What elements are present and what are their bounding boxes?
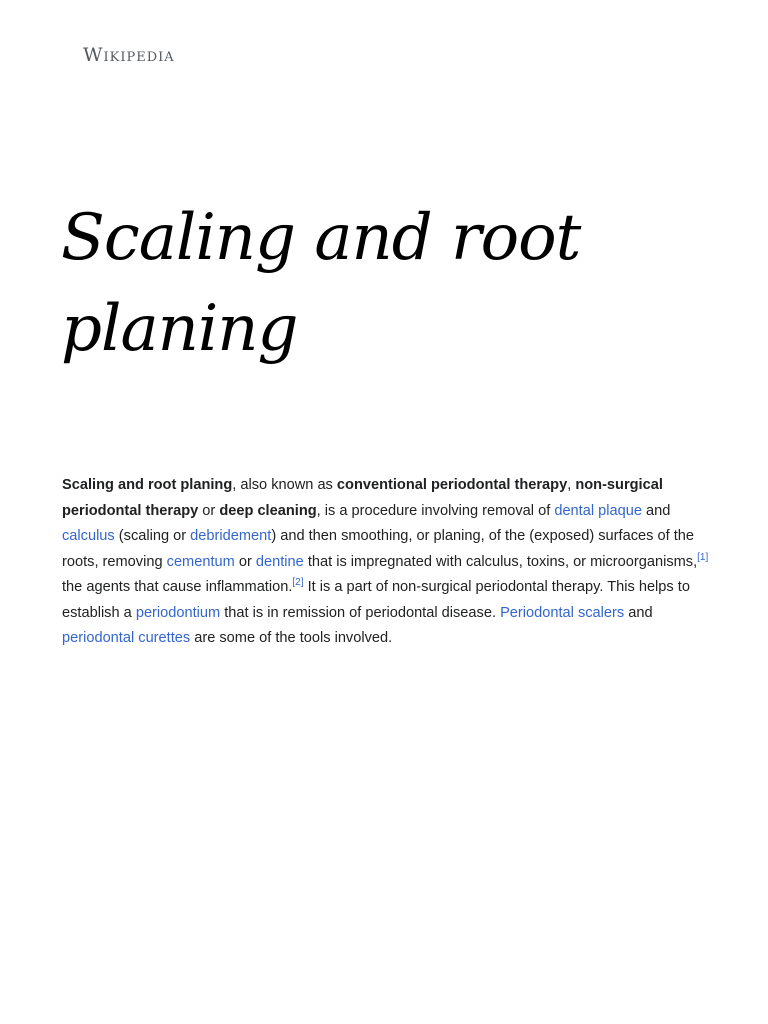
text: or	[198, 502, 220, 519]
link-debridement[interactable]: debridement	[190, 528, 272, 544]
text: the agents that cause inflammation.	[62, 579, 293, 595]
text: are some of the tools involved.	[190, 630, 393, 646]
text: and	[641, 502, 671, 519]
link-dental-plaque[interactable]: dental plaque	[554, 502, 642, 519]
text: and	[624, 604, 653, 621]
page-title: Scaling and root planing	[61, 201, 581, 366]
wikipedia-logo[interactable]: Wikipedia	[83, 44, 175, 66]
text: It is a part of non-surgical periodontal therapy. This helps to establish a	[62, 579, 690, 621]
bold-term: Scaling and root planing	[62, 477, 233, 493]
link-periodontal-curettes[interactable]: periodontal curettes	[62, 630, 191, 646]
link-calculus[interactable]: calculus	[62, 528, 115, 544]
text: or	[234, 553, 256, 570]
reference-link-2[interactable]: [2]	[292, 577, 304, 588]
link-dentine[interactable]: dentine	[255, 553, 304, 570]
reference-1	[697, 552, 708, 563]
text: that is in remission of periodontal disease.	[220, 604, 501, 621]
bold-term: non-surgical periodontal therapy	[62, 477, 663, 519]
article-intro-paragraph	[62, 473, 712, 652]
reference-link-1[interactable]: [1]	[697, 551, 709, 563]
text: that is impregnated with calculus, toxins, or microorganisms,	[303, 553, 698, 570]
link-cementum[interactable]: cementum	[166, 553, 235, 570]
text: ) and then smoothing, or planing, of the (exposed) surfaces of the roots, removing	[62, 528, 694, 570]
reference-2	[292, 577, 303, 588]
text: (scaling or	[114, 528, 191, 544]
text: ,	[567, 477, 576, 493]
bold-term: deep cleaning	[219, 502, 317, 519]
link-periodontium[interactable]: periodontium	[135, 604, 221, 621]
bold-term: conventional periodontal therapy	[336, 477, 568, 493]
link-periodontal-scalers[interactable]: Periodontal scalers	[500, 604, 625, 621]
text: , also known as	[232, 477, 337, 493]
text: , is a procedure involving removal of	[316, 502, 555, 519]
